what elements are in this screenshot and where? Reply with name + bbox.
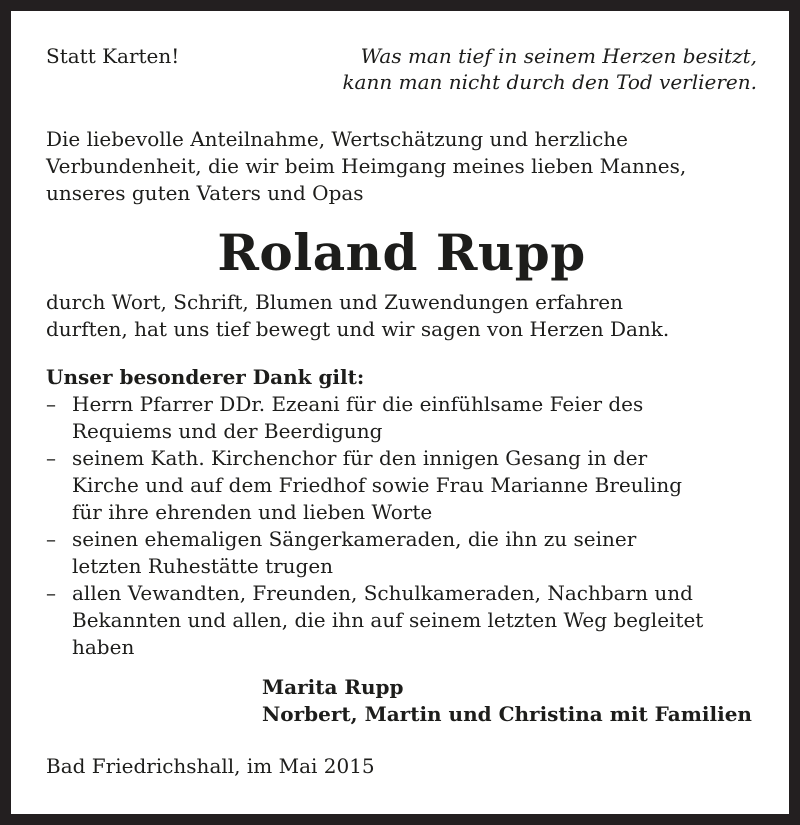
thanks-item-line: Herrn Pfarrer DDr. Ezeani für die einfühlsame Feier des: [72, 392, 644, 416]
intro-paragraph: [46, 126, 757, 207]
motto-line: Was man tief in seinem Herzen besitzt,: [360, 44, 757, 68]
signature-line: Norbert, Martin und Christina mit Familien: [262, 702, 752, 726]
dash-bullet: –: [46, 392, 56, 416]
statt-karten-label: Statt Karten!: [46, 44, 180, 68]
dash-bullet: –: [46, 581, 56, 605]
intro-line: Die liebevolle Anteilnahme, Wertschätzung und herzliche: [46, 127, 628, 151]
thanks-item-line: allen Vewandten, Freunden, Schulkameraden, Nachbarn und: [72, 581, 693, 605]
thanks-item-line: letzten Ruhestätte trugen: [72, 554, 334, 578]
thanks-item: [46, 580, 757, 661]
thanks-item-line: seinem Kath. Kirchenchor für den innigen Gesang in der: [72, 446, 648, 470]
motto-line: kann man nicht durch den Tod verlieren.: [342, 70, 757, 94]
thanks-item-line: Bekannten und allen, die ihn auf seinem letzten Weg begleitet: [72, 608, 704, 632]
signatures-block: [262, 674, 757, 728]
thanks-item-line: Kirche und auf dem Friedhof sowie Frau Marianne Breuling: [72, 473, 683, 497]
place-date: Bad Friedrichshall, im Mai 2015: [46, 754, 375, 778]
signature-line: Marita Rupp: [262, 675, 404, 699]
card-content: [46, 43, 757, 780]
deceased-name: Roland Rupp: [217, 223, 586, 282]
intro-line: Verbundenheit, die wir beim Heimgang meines lieben Mannes,: [46, 154, 687, 178]
intro-line: unseres guten Vaters und Opas: [46, 181, 364, 205]
thanks-item: [46, 391, 757, 445]
thanks-item: [46, 445, 757, 526]
motto-quote: [342, 43, 757, 95]
thanks-item-line: haben: [72, 635, 135, 659]
thanks-list: [46, 391, 757, 661]
continuation-paragraph: [46, 289, 757, 343]
dash-bullet: –: [46, 446, 56, 470]
dash-bullet: –: [46, 527, 56, 551]
thanks-item: [46, 526, 757, 580]
header-row: [46, 43, 757, 109]
thanks-item-line: für ihre ehrenden und lieben Worte: [72, 500, 433, 524]
thanks-heading: Unser besonderer Dank gilt:: [46, 365, 365, 389]
continuation-line: durften, hat uns tief bewegt und wir sagen von Herzen Dank.: [46, 317, 670, 341]
continuation-line: durch Wort, Schrift, Blumen und Zuwendungen erfahren: [46, 290, 624, 314]
thanks-item-line: seinen ehemaligen Sängerkameraden, die ihn zu seiner: [72, 527, 637, 551]
thanks-item-line: Requiems und der Beerdigung: [72, 419, 383, 443]
